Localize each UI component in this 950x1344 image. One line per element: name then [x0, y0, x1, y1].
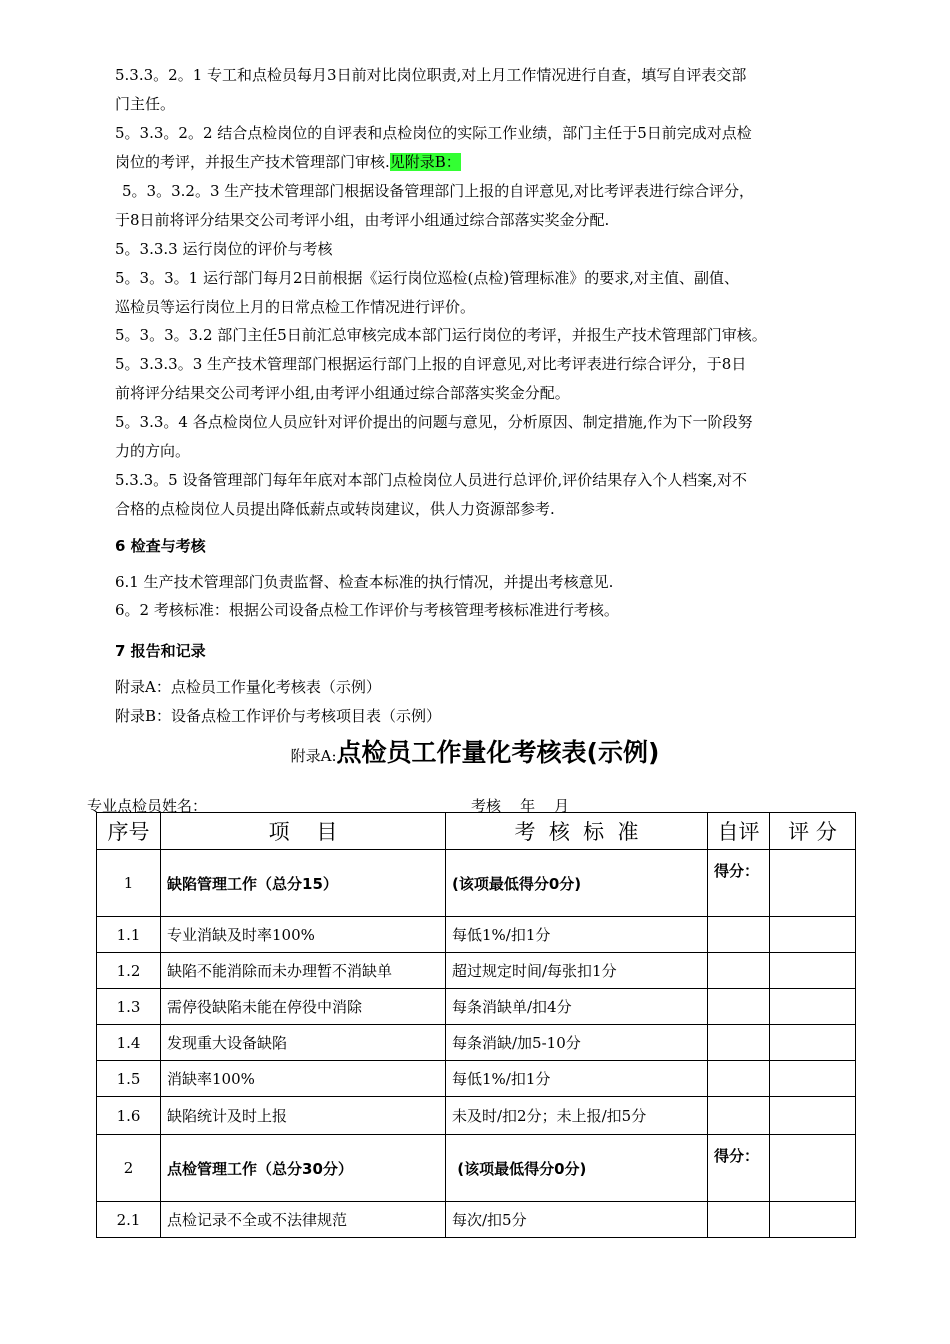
table-row: 1.1 专业消缺及时率100% 每低1%/扣1分	[97, 917, 856, 953]
table-row: 1 缺陷管理工作（总分15） (该项最低得分0分) 得分：	[97, 850, 856, 917]
table-row: 2 点检管理工作（总分30分） (该项最低得分0分) 得分：	[97, 1135, 856, 1202]
score-cell[interactable]	[770, 1061, 856, 1097]
score-cell[interactable]	[770, 1202, 856, 1238]
header-standard: 考 核 标 准	[446, 813, 708, 850]
score-cell[interactable]	[770, 1135, 856, 1202]
score-cell[interactable]	[770, 917, 856, 953]
para-5-3-3-3-1: 5。3。3。1 运行部门每月2日前根据《运行岗位巡检(点检)管理标准》的要求,对主值、副值、 巡检员等运行岗位上月的日常点检工作情况进行评价。	[115, 269, 739, 316]
para-5-3-3-3: 5。3.3.3 运行岗位的评价与考核	[115, 240, 333, 258]
self-eval-cell[interactable]	[708, 953, 770, 989]
assessment-period-label: 考核 年 月	[471, 797, 570, 815]
section-7-appendix-a: 附录A：点检员工作量化考核表（示例）	[115, 678, 381, 696]
assessment-table	[96, 812, 856, 1238]
score-label: 得分：	[708, 1135, 770, 1202]
section-6-heading: 6 检查与考核	[115, 537, 206, 555]
header-no: 序号	[97, 813, 161, 850]
self-eval-cell[interactable]	[708, 1097, 770, 1135]
section-6-2: 6。2 考核标准：根据公司设备点检工作评价与考核管理考核标准进行考核。	[115, 601, 619, 619]
para-5-3-3-2-2: 5。3.3。2。2 结合点检岗位的自评表和点检岗位的实际工作业绩，部门主任于5日前完成对点检 岗位的考评，并报生产技术管理部门审核.见附录B：	[115, 124, 752, 171]
section-7-appendix-b: 附录B：设备点检工作评价与考核项目表（示例）	[115, 707, 442, 725]
self-eval-cell[interactable]	[708, 989, 770, 1025]
table-row: 2.1 点检记录不全或不法律规范 每次/扣5分	[97, 1202, 856, 1238]
table-row: 1.3 需停役缺陷未能在停役中消除 每条消缺单/扣4分	[97, 989, 856, 1025]
self-eval-cell[interactable]	[708, 1061, 770, 1097]
table-row: 1.5 消缺率100% 每低1%/扣1分	[97, 1061, 856, 1097]
score-cell[interactable]	[770, 1097, 856, 1135]
score-cell[interactable]	[770, 850, 856, 917]
para-5-3-3-4: 5。3.3。4 各点检岗位人员应针对评价提出的问题与意见，分析原因、制定措施,作为下一阶段努 力的方向。	[115, 413, 753, 460]
para-5-3-3-5: 5.3.3。5 设备管理部门每年年底对本部门点检岗位人员进行总评价,评价结果存入个人档案,对不 合格的点检岗位人员提出降低薪点或转岗建议，供人力资源部参考.	[115, 471, 748, 518]
score-cell[interactable]	[770, 953, 856, 989]
para-5-3-3-2-1: 5.3.3。2。1 专工和点检员每月3日前对比岗位职责,对上月工作情况进行自查，填写自评表交部 门主任。	[115, 66, 747, 113]
inspector-name-label: 专业点检员姓名：	[87, 797, 208, 815]
para-5-3-3-3-3: 5。3.3.3。3 生产技术管理部门根据运行部门上报的自评意见,对比考评表进行综合评分，于8日 前将评分结果交公司考评小组,由考评小组通过综合部落实奖金分配。	[115, 355, 747, 402]
table-row: 1.2 缺陷不能消除而未办理暂不消缺单 超过规定时间/每张扣1分	[97, 953, 856, 989]
table-row: 1.6 缺陷统计及时上报 未及时/扣2分；未上报/扣5分	[97, 1097, 856, 1135]
self-eval-cell[interactable]	[708, 1202, 770, 1238]
header-item: 项 目	[161, 813, 446, 850]
score-cell[interactable]	[770, 989, 856, 1025]
score-label: 得分：	[708, 850, 770, 917]
section-6-1: 6.1 生产技术管理部门负责监督、检查本标准的执行情况，并提出考核意见.	[115, 573, 614, 591]
score-cell[interactable]	[770, 1025, 856, 1061]
appendix-a-title: 附录A:点检员工作量化考核表(示例)	[290, 738, 660, 767]
para-5-3-3-3-2: 5。3。3。3.2 部门主任5日前汇总审核完成本部门运行岗位的考评，并报生产技术管理部门审核。	[115, 326, 767, 344]
self-eval-cell[interactable]	[708, 1025, 770, 1061]
header-score: 评 分	[770, 813, 856, 850]
table-header-row	[97, 813, 856, 850]
header-self-eval: 自评	[708, 813, 770, 850]
para-5-3-3-2-3: 5。3。3.2。3 生产技术管理部门根据设备管理部门上报的自评意见,对比考评表进行综合评分， 于8日前将评分结果交公司考评小组，由考评小组通过综合部落实奖金分配.	[115, 182, 755, 229]
table-row: 1.4 发现重大设备缺陷 每条消缺/加5-10分	[97, 1025, 856, 1061]
section-7-heading: 7 报告和记录	[115, 642, 206, 660]
appendix-b-highlight: 见附录B：	[389, 153, 461, 171]
self-eval-cell[interactable]	[708, 917, 770, 953]
